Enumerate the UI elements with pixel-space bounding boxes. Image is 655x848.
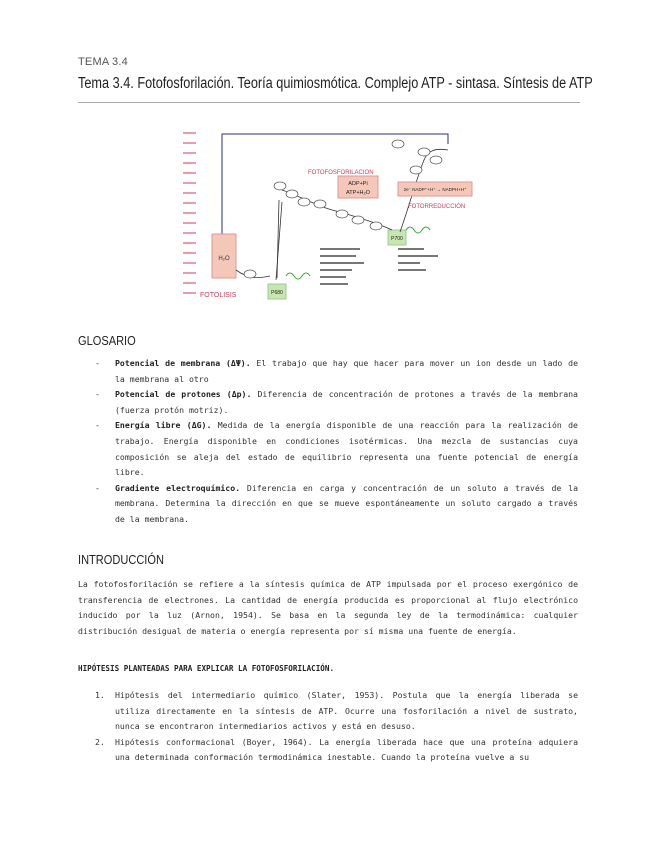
title-divider [78, 102, 580, 103]
adp-label: ADP+Pi [348, 181, 368, 187]
potential-scale [183, 133, 196, 293]
glossary-definition: Medida de la energía disponible de una reacción para la realización de trabajo. Energía disponible en condiciones isotérmicas. Una mezcla de sustancias cuya composición se aleja del estado de equilibrio representa una fuente potencial de energía libre. [115, 420, 578, 478]
glossary-term: Potencial de protones (Δp). [115, 389, 252, 400]
photophosphorylation-label: FOTOFOSFORILACION [308, 170, 374, 176]
glossary-item [95, 418, 578, 480]
hypotheses-list [95, 688, 578, 766]
glossary-heading: GLOSARIO [78, 333, 136, 348]
introduction-paragraph: La fotofosforilación se refiere a la síntesis química de ATP impulsada por el proceso exergónico de transferencia de electrones. La cantidad de energía producida es proporcional al flujo electrónico inducido por la luz (Arnon, 1954). Se basa en la segunda ley de la termodinámica: cualquier distribución desigual de materia o energía representa por sí misma una fuente de energía. [78, 579, 578, 636]
topic-label: TEMA 3.4 [78, 56, 128, 68]
hypotheses-heading: HIPÓTESIS PLANTEADAS PARA EXPLICAR LA FOTOFOSFORILACIÓN. [78, 664, 335, 673]
introduction-heading: INTRODUCCIÓN [78, 552, 164, 567]
photoreduction-label: FOTORREDUCCIÓN [408, 204, 466, 210]
z-scheme-figure [180, 130, 480, 302]
page-title: Tema 3.4. Fotofosforilación. Teoría quimiosmótica. Complejo ATP - sintasa. Síntesis de ATP [78, 75, 593, 92]
hypothesis-number: 1. [95, 690, 105, 700]
glossary-item [95, 356, 578, 387]
glossary-definition: Diferencia de concentración de protones a través de la membrana (fuerza protón motriz). [115, 389, 578, 415]
figure-legend [320, 248, 438, 285]
photon-wave-2 [406, 227, 430, 233]
glossary-list [95, 356, 578, 528]
hypothesis-text: Hipótesis del intermediario químico (Slater, 1953). Postula que la energía liberada se utiliza directamente en la síntesis de ATP. Ocurre una fosforilación a nivel de sustrato, nunca se encontraron intermediarios activos y está en desuso. [115, 690, 578, 732]
atp-label: ATP+H₂O [346, 190, 370, 196]
hypothesis-number: 2. [95, 736, 105, 747]
glossary-term: Gradiente electroquímico. [115, 482, 241, 493]
hypothesis-item [95, 688, 578, 735]
p700-label: P700 [391, 236, 403, 242]
glossary-term: Energía libre (ΔG). [115, 420, 212, 431]
glossary-definition: El trabajo que hay que hacer para mover un ion desde un lado de la membrana al otro [115, 358, 578, 384]
glossary-item [95, 387, 578, 418]
nadp-label: 2e⁻ NADP⁺+H⁺ → NADPH+H⁺ [403, 187, 467, 192]
glossary-term: Potencial de membrana (ΔΨ). [115, 358, 251, 368]
p680-label: P680 [271, 290, 283, 296]
glossary-definition: Diferencia en carga y concentración de un soluto a través de la membrana. Determina la dirección en que se mueve espontáneamente un soluto cargado a través de la membrana. [115, 482, 578, 524]
excitation-arrow [277, 200, 279, 278]
hypothesis-item [95, 735, 578, 766]
photon-wave-1 [286, 273, 310, 279]
hypothesis-text: Hipótesis conformacional (Boyer, 1964). La energía liberada hace que una proteína adquiera una determinada conformación termodinámica inestable. Cuando la proteína vuelve a su [115, 736, 578, 763]
glossary-item [95, 481, 578, 528]
water-label: H₂O [218, 256, 230, 262]
photolysis-label: FOTOLISIS [200, 292, 237, 299]
